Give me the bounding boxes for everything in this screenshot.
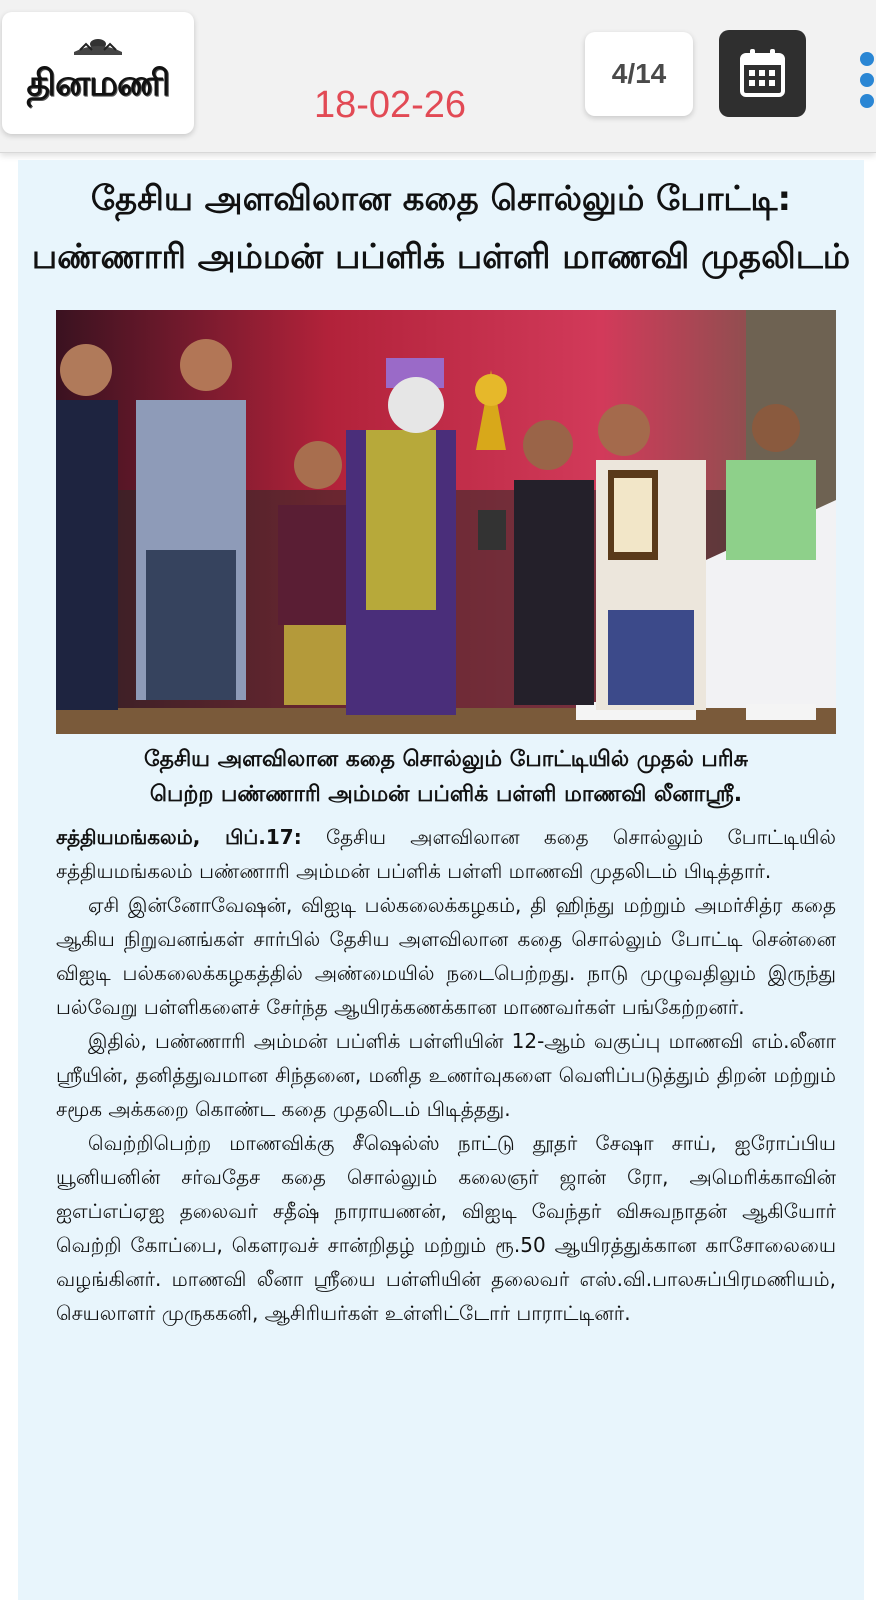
edition-date: 18-02-26 [313,84,467,126]
crown-emblem-icon [72,38,124,56]
more-vertical-icon[interactable] [860,52,876,112]
newspaper-logo[interactable] [2,12,194,134]
news-photo [56,310,836,734]
dateline: சத்தியமங்கலம், பிப்.17: [56,825,302,849]
paragraph-2: ஏசி இன்னோவேஷன், விஐடி பல்கலைக்கழகம், தி ஹிந்து மற்றும் அமர்சித்ர கதை ஆகிய நிறுவனங்கள் சார்பில் தேசிய அளவிலான கதை சொல்லும் போட்டி சென்னை விஐடி பல்கலைக்கழகத்தில் அண்மையில் நடைபெற்றது. நாடு முழுவதிலும் இருந்து பல்வேறு பள்ளிகளைச் சேர்ந்த ஆயிரக்கணக்கான மாணவர்கள் பங்கேற்றனர். [56,893,836,1019]
article-body [56,820,836,1330]
article-clipping [18,160,864,1600]
top-bar [0,0,876,153]
caption-line-1: தேசிய அளவிலான கதை சொல்லும் போட்டியில் முதல் பரிசு [144,747,748,772]
page-indicator[interactable]: 4/14 [585,32,693,116]
paragraph-4: வெற்றிபெற்ற மாணவிக்கு சீஷெல்ஸ் நாட்டு தூதர் சேஷா சாய், ஐரோப்பிய யூனியனின் சர்வதேச கதை சொல்லும் கலைஞர் ஜான் ரோ, அமெரிக்காவின் ஐஎப்எப்ஏஐ தலைவர் சதீஷ் நாராயணன், விஐடி வேந்தர் விசுவநாதன் ஆகியோர் வெற்றி கோப்பை, கௌரவச் சான்றிதழ் மற்றும் ரூ.50 ஆயிரத்துக்கான காசோலையை வழங்கினர். மாணவி லீனா ஸ்ரீயை பள்ளியின் தலைவர் எஸ்.வி.பாலசுப்பிரமணியம், செயலாளர் முருககனி, ஆசிரியர்கள் உள்ளிட்டோர் பாராட்டினர். [56,1131,837,1325]
paragraph-1-text: தேசிய அளவிலான கதை சொல்லும் போட்டியில் சத்தியமங்கலம் பண்ணாரி அம்மன் பப்ளிக் பள்ளி மாணவி முதலிடம் பிடித்தார். [56,825,836,883]
photo-caption [58,742,834,812]
caption-line-2: பெற்ற பண்ணாரி அம்மன் பப்ளிக் பள்ளி மாணவி லீனாஸ்ரீ. [149,782,743,807]
calendar-icon [739,48,786,98]
headline-line-1: தேசிய அளவிலான கதை சொல்லும் போட்டி: [90,179,792,219]
paragraph-3: இதில், பண்ணாரி அம்மன் பப்ளிக் பள்ளியின் 12-ஆம் வகுப்பு மாணவி எம்.லீனா ஸ்ரீயின், தனித்துவமான சிந்தனை, மனித உணர்வுகளை வெளிப்படுத்தும் திறன் மற்றும் சமூக அக்கறை கொண்ட கதை முதலிடம் பிடித்தது. [56,1029,836,1121]
article-headline [18,170,864,286]
headline-line-2: பண்ணாரி அம்மன் பப்ளிக் பள்ளி மாணவி முதலிடம் [31,237,851,277]
calendar-button[interactable] [719,30,806,117]
award-ceremony-photo [56,310,836,734]
paragraph-1 [56,820,836,888]
logo-text: தினமணி [26,62,170,104]
